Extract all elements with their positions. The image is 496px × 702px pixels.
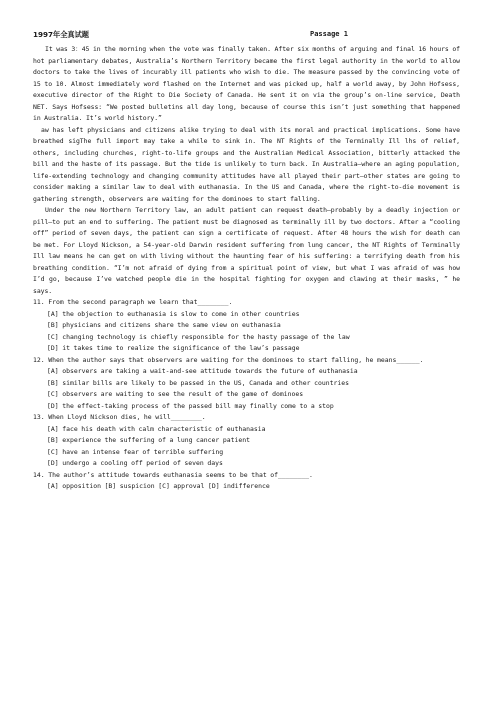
answer-option: [A] opposition [B] suspicion [C] approval [D] indifference (47, 482, 270, 490)
answer-option: [B] physicians and citizens share the same view on euthanasia (47, 321, 281, 329)
answer-option: [A] the objection to euthanasia is slow to come in other countries (47, 309, 300, 318)
answer-option: [C] have an intense fear of terrible suffering (47, 447, 224, 456)
question-stem: 14. The author’s attitude towards euthanasia seems to be that of________. (33, 470, 313, 479)
answer-option: [C] changing technology is chiefly responsible for the hasty passage of the law (47, 332, 350, 341)
question-12 (33, 355, 460, 413)
answer-option: [B] similar bills are likely to be passed in the US, Canada and other countries (47, 378, 349, 387)
answer-option: [B] experience the suffering of a lung cancer patient (47, 436, 251, 444)
question-11 (33, 297, 460, 355)
answer-option: [D] the effect-taking process of the passed bill may finally come to a stop (47, 401, 334, 410)
passage-label: Passage 1 (310, 30, 348, 38)
question-stem: 12. When the author says that observers are waiting for the dominoes to start falling, he means______. (33, 355, 424, 364)
passage-paragraph: Under the new Northern Territory law, an adult patient can request death—probably by a deadly injection or pill—to put an end to suffering. The patient must be diagnosed as terminally ill by two doctors. After a “cooling off” period of seven days, the patient can sign a certificate of request. After 48 hours the wish for death can be met. For Lloyd Nickson, a 54-year-old Darwin resident suffering from lung cancer, the NT Rights of Terminally Ill law means he can get on with living without the haunting fear of his suffering: a terrifying death from his breathing condition. “I’m not afraid of dying from a spiritual point of view, but what I was afraid of was how I’d go, because I’ve watched people die in the hospital fighting for oxygen and clawing at their masks, ” he says. (33, 206, 460, 295)
page-header (33, 30, 460, 42)
answer-option: [D] undergo a cooling off period of seven days (47, 459, 223, 467)
page-title: 1997年全真试题 (33, 30, 89, 39)
answer-option: [A] face his death with calm characteristic of euthanasia (47, 424, 266, 433)
answer-option: [A] observers are taking a wait-and-see attitude towards the future of euthanasia (47, 367, 358, 375)
question-stem: 13. When Lloyd Nickson dies, he will________. (33, 413, 206, 421)
passage-paragraph: aw has left physicians and citizens alike trying to deal with its moral and practical implications. Some have breathed sigThe full import may take a while to sink in. The NT Rights of the Terminally Ill lhs of relief, others, including churches, right-to-life groups and the Australian Medical Association, bitterly attacked the bill and the haste of its passage. But the tide is unlikely to turn back. In Australia—where an aging population, life-extending technology and changing community attitudes have all played their part—other states are going to consider making a similar law to deal with euthanasia. In the US and Canada, where the right-to-die movement is gathering strength, observers are waiting for the dominoes to start falling. (33, 125, 460, 203)
question-14 (33, 470, 460, 493)
answer-option: [C] observers are waiting to see the result of the game of dominoes (47, 390, 304, 398)
question-13 (33, 412, 460, 470)
passage-paragraph: It was 3：45 in the morning when the vote was finally taken. After six months of arguing and final 16 hours of hot parliamentary debates, Australia’s Northern Territory became the first legal authority in the world to allow doctors to take the lives of incurably ill patients who wish to die. The measure passed by the convincing vote of 15 to 10. Almost immediately word flashed on the Internet and was picked up, half a world away, by John Hofsess, executive director of the Right to Die Society of Canada. He sent it on via the group’s on-line service, Death NET. Says Hofsess: “We posted bulletins all day long, because of course this isn’t just something that happened in Australia. It’s world history.” (33, 45, 460, 122)
answer-option: [D] it takes time to realize the significance of the law’s passage (47, 344, 300, 352)
question-stem: 11. From the second paragraph we learn that________. (33, 298, 233, 306)
